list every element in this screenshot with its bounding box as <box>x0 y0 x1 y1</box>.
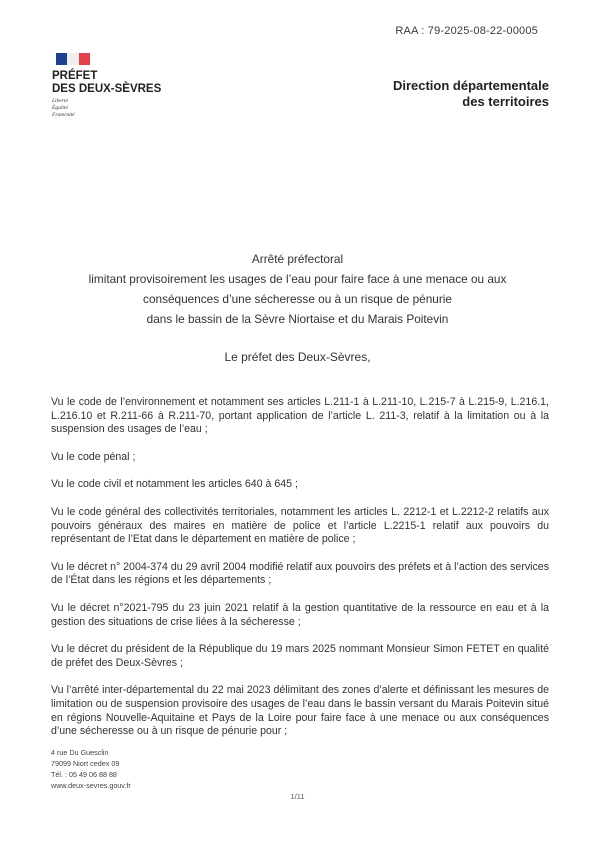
raa-reference: RAA : 79-2025-08-22-00005 <box>395 25 538 37</box>
considerations-list <box>51 396 549 753</box>
marianne-flag-icon <box>56 53 90 65</box>
prefet-heading: Le préfet des Deux-Sèvres, <box>224 350 371 364</box>
consideration-paragraph: Vu le décret du président de la République du 19 mars 2025 nommant Monsieur Simon FETET en qualité de préfet des Deux-Sèvres ; <box>51 643 549 669</box>
consideration-paragraph: Vu l’arrêté inter-départemental du 22 mai 2023 délimitant des zones d’alerte et définissant les mesures de limitation ou de suspension provisoire des usages de l’eau dans le bassin versant du Marais Poitevin situé en régions Nouvelle-Aquitaine et Pays de la Loire pour faire face à une menace ou aux conséquences d’une sécheresse ou à un risque de pénurie pour ; <box>51 684 549 738</box>
address-footer: 4 rue Du Guesclin 79099 Niort cedex 09 Tél. : 05 49 06 88 88 www.deux-sevres.gouv.fr <box>51 748 131 790</box>
consideration-paragraph: Vu le décret n° 2004-374 du 29 avril 2004 modifié relatif aux pouvoirs des préfets et à l’action des services de l’État dans les régions et les départements ; <box>51 560 549 587</box>
issuing-direction: Direction départementale des territoires <box>392 78 549 109</box>
consideration-paragraph: Vu le code de l’environnement et notamment ses articles L.211-1 à L.211-10, L.215-7 à L.215-9, L.216.1, L.216.10 et R.211-66 à R.211-70, portant application de l’article L. 211-3, relatif à la limitation ou à la suspension des usages de l’eau ; <box>51 396 549 436</box>
consideration-paragraph: Vu le code général des collectivités territoriales, notamment les articles L. 2212-1 et L.2212-2 relatifs aux pouvoirs généraux des maires en matière de police et l’article L.2215-1 relatif aux pouvoirs du représentant de l’Etat dans le département en matière de police ; <box>51 505 549 546</box>
republic-motto: Liberté Égalité Fraternité <box>52 98 75 118</box>
document-title: Arrêté préfectoral limitant provisoirement les usages de l’eau pour faire face à une menace ou aux conséquences d’une sécheresse ou à un risque de pénurie dans le bassin de la Sèvre Niortaise et du Marais Poitevin <box>88 252 507 326</box>
prefecture-name: PRÉFET DES DEUX-SÈVRES <box>52 70 162 95</box>
consideration-paragraph: Vu le code civil et notamment les articles 640 à 645 ; <box>51 478 298 491</box>
page-number: 1/11 <box>290 792 305 801</box>
consideration-paragraph: Vu le code pénal ; <box>51 450 136 463</box>
consideration-paragraph: Vu le décret n°2021-795 du 23 juin 2021 relatif à la gestion quantitative de la ressource en eau et à la gestion des situations de crise liées à la sécheresse ; <box>51 601 549 628</box>
prefecture-logo <box>52 53 161 119</box>
